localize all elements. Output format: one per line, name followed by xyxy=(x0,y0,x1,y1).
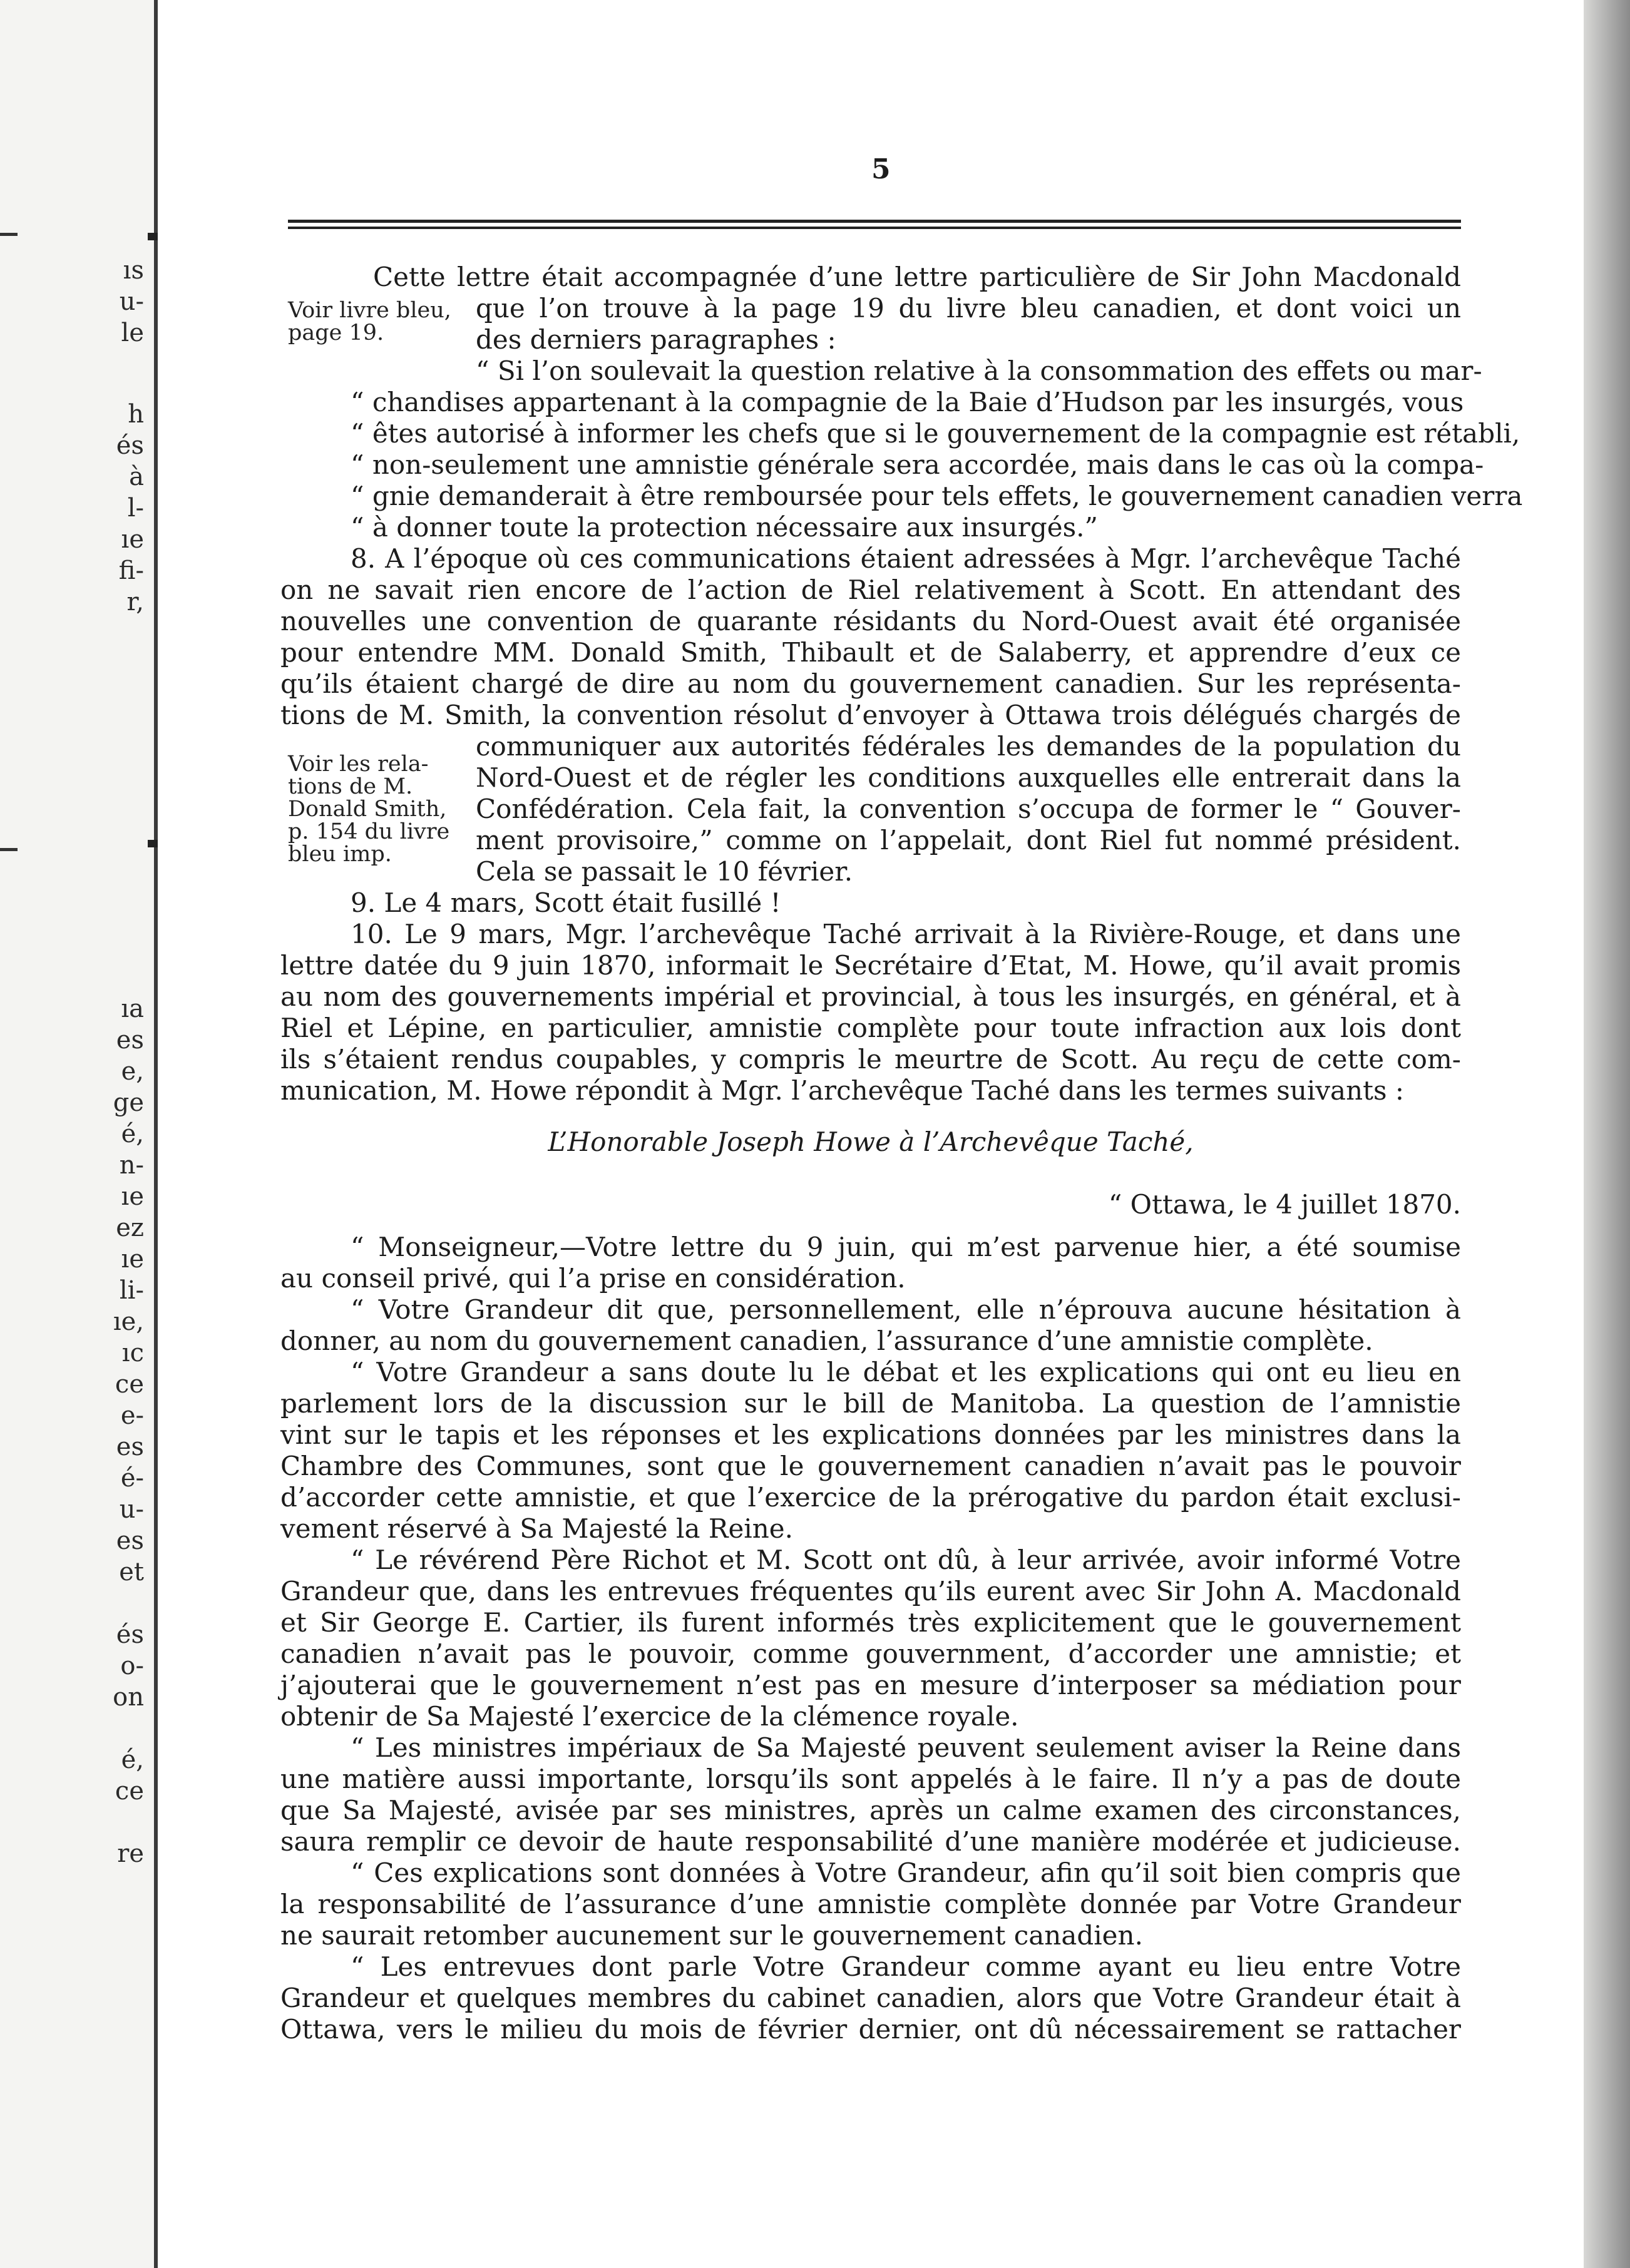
margin-fragment: fi- xyxy=(118,556,144,585)
text-line: Nord-Ouest et de régler les conditions auxquelles elle entrerait dans la xyxy=(476,762,1461,793)
text-line: obtenir de Sa Majesté l’exercice de la clémence royale. xyxy=(280,1701,1019,1732)
margin-fragment: és xyxy=(116,1620,144,1649)
text-line: parlement lors de la discussion sur le bill de Manitoba. La question de l’amnistie xyxy=(280,1388,1461,1419)
margin-fragment: ce xyxy=(115,1777,144,1806)
header-rule xyxy=(288,220,1461,223)
page-right-edge xyxy=(1584,0,1630,2268)
margin-fragment: ıe, xyxy=(113,1307,144,1336)
text-line: lettre datée du 9 juin 1870, informait le Secrétaire d’Etat, M. Howe, qu’il avait promis xyxy=(280,950,1461,981)
text-line: 10. Le 9 mars, Mgr. l’archevêque Taché arrivait à la Rivière-Rouge, et dans une xyxy=(351,919,1461,949)
text-line: Confédération. Cela fait, la convention s’occupa de former le “ Gouver- xyxy=(476,794,1461,824)
text-line: “ chandises appartenant à la compagnie de la Baie d’Hudson par les insurgés, vous xyxy=(351,387,1464,417)
text-line: “ Votre Grandeur dit que, personnellement, elle n’éprouva aucune hésitation à xyxy=(351,1294,1461,1325)
text-line: au nom des gouvernements impérial et provincial, à tous les insurgés, en général, et à xyxy=(280,981,1461,1012)
text-line: “ Les ministres impériaux de Sa Majesté peuvent seulement aviser la Reine dans xyxy=(351,1732,1461,1763)
text-line: canadien n’avait pas le pouvoir, comme gouvernment, d’accorder une amnistie; et xyxy=(280,1638,1461,1669)
margin-fragment: ge xyxy=(113,1088,144,1117)
text-line: Grandeur et quelques membres du cabinet canadien, alors que Votre Grandeur était à xyxy=(280,1983,1461,2013)
margin-fragment: ez xyxy=(116,1213,144,1242)
text-line: “ Votre Grandeur a sans doute lu le débat et les explications qui ont eu lieu en xyxy=(351,1357,1461,1387)
text-line: tions de M. Smith, la convention résolut d’envoyer à Ottawa trois délégués chargés de xyxy=(280,700,1461,730)
margin-fragment: es xyxy=(116,1026,144,1055)
text-line: on ne savait rien encore de l’action de Riel relativement à Scott. En attendant des xyxy=(280,575,1461,605)
margin-note-line: p. 154 du livre xyxy=(288,819,450,844)
text-line: 8. A l’époque où ces communications étaient adressées à Mgr. l’archevêque Taché xyxy=(351,543,1461,574)
margin-note-line: tions de M. xyxy=(288,774,413,799)
text-line: Grandeur que, dans les entrevues fréquentes qu’ils eurent avec Sir John A. Macdonald xyxy=(280,1576,1461,1606)
margin-fragment: ıc xyxy=(121,1339,144,1367)
letter-salutation: “ Monseigneur,—Votre lettre du 9 juin, qui m’est parvenue hier, a été soumise xyxy=(351,1232,1461,1262)
margin-note xyxy=(288,753,476,866)
margin-fragment: h xyxy=(128,400,144,429)
margin-note-line: Voir les rela- xyxy=(288,752,429,777)
text-line: communiquer aux autorités fédérales les demandes de la population du xyxy=(476,731,1461,762)
page-number: 5 xyxy=(871,153,891,185)
letter-heading: L’Honorable Joseph Howe à l’Archevêque Taché, xyxy=(548,1126,1194,1157)
letter-dateline: “ Ottawa, le 4 juillet 1870. xyxy=(1108,1189,1461,1220)
text-line: “ êtes autorisé à informer les chefs que si le gouvernement de la compagnie est rétabli, xyxy=(351,418,1520,449)
margin-fragment: ıe xyxy=(121,525,144,554)
margin-tick xyxy=(0,233,18,236)
margin-fragment: ıa xyxy=(121,994,144,1023)
text-line: Chambre des Communes, sont que le gouvernement canadien n’avait pas le pouvoir xyxy=(280,1451,1461,1481)
margin-note-line: page 19. xyxy=(288,320,384,345)
margin-note-line: Donald Smith, xyxy=(288,797,447,822)
margin-fragment: n- xyxy=(119,1151,144,1180)
text-line: ils s’étaient rendus coupables, y compris le meurtre de Scott. Au reçu de cette com- xyxy=(280,1044,1461,1075)
text-line: “ Ces explications sont données à Votre Grandeur, afin qu’il soit bien compris que xyxy=(351,1857,1461,1888)
margin-fragment: ce xyxy=(115,1370,144,1399)
text-line: Riel et Lépine, en particulier, amnistie complète pour toute infraction aux lois dont xyxy=(280,1013,1461,1043)
text-line: “ à donner toute la protection nécessaire aux insurgés.” xyxy=(351,512,1098,543)
header-rule xyxy=(288,227,1461,229)
text-line: une matière aussi importante, lorsqu’ils sont appelés à le faire. Il n’y a pas de doute xyxy=(280,1764,1461,1794)
margin-fragment: ıe xyxy=(121,1245,144,1274)
margin-fragment: é, xyxy=(121,1120,144,1148)
margin-fragment: r, xyxy=(126,588,144,616)
margin-note xyxy=(288,299,476,344)
text-line: ment provisoire,” comme on l’appelait, dont Riel fut nommé président. xyxy=(476,825,1461,856)
text-line: j’ajouterai que le gouvernement n’est pas en mesure d’interposer sa médiation pour xyxy=(280,1670,1461,1700)
text-line: “ Si l’on soulevait la question relative à la consommation des effets ou mar- xyxy=(476,355,1482,386)
margin-fragment: et xyxy=(119,1558,144,1586)
text-line: donner, au nom du gouvernement canadien, l’assurance d’une amnistie complète. xyxy=(280,1326,1373,1356)
text-line: nouvelles une convention de quarante résidants du Nord-Ouest avait été organisée xyxy=(280,606,1461,636)
text-line: 9. Le 4 mars, Scott était fusillé ! xyxy=(351,887,781,918)
margin-fragment: e, xyxy=(121,1057,144,1086)
text-line: et Sir George E. Cartier, ils furent informés très explicitement que le gouvernement xyxy=(280,1607,1461,1638)
text-line: ne saurait retomber aucunement sur le gouvernement canadien. xyxy=(280,1920,1143,1951)
margin-note-line: Voir livre bleu, xyxy=(288,298,451,323)
margin-fragment: à xyxy=(129,462,144,491)
text-line: la responsabilité de l’assurance d’une amnistie complète donnée par Votre Grandeur xyxy=(280,1889,1461,1919)
text-line: “ non-seulement une amnistie générale sera accordée, mais dans le cas où la compa- xyxy=(351,449,1484,480)
text-line: Cela se passait le 10 février. xyxy=(476,856,853,887)
margin-fragment: es xyxy=(116,1433,144,1461)
margin-fragment: és xyxy=(116,431,144,460)
margin-fragment: é, xyxy=(121,1745,144,1774)
text-line: au conseil privé, qui l’a prise en considération. xyxy=(280,1263,906,1294)
text-line: d’accorder cette amnistie, et que l’exercice de la prérogative du pardon était exclusi- xyxy=(280,1482,1461,1513)
margin-fragment: e- xyxy=(120,1401,144,1430)
margin-tick xyxy=(0,848,18,851)
margin-fragment: es xyxy=(116,1526,144,1555)
margin-fragment: ıs xyxy=(123,256,144,285)
margin-fragment: on xyxy=(113,1683,144,1712)
margin-note-line: bleu imp. xyxy=(288,842,392,867)
margin-fragment: é- xyxy=(120,1464,144,1493)
text-line: vement réservé à Sa Majesté la Reine. xyxy=(280,1513,793,1544)
text-line: munication, M. Howe répondit à Mgr. l’archevêque Taché dans les termes suivants : xyxy=(280,1075,1405,1106)
margin-fragment: u- xyxy=(119,287,144,316)
text-line: des derniers paragraphes : xyxy=(476,324,836,355)
text-line: Cette lettre était accompagnée d’une lettre particulière de Sir John Macdonald xyxy=(373,262,1461,292)
text-line: vint sur le tapis et les réponses et les explications données par les ministres dans la xyxy=(280,1419,1461,1450)
margin-fragment: ıe xyxy=(121,1182,144,1211)
text-line: “ Les entrevues dont parle Votre Grandeur comme ayant eu lieu entre Votre xyxy=(351,1951,1461,1982)
text-line: “ Le révérend Père Richot et M. Scott ont dû, à leur arrivée, avoir informé Votre xyxy=(351,1545,1461,1575)
previous-page-edge xyxy=(0,0,158,2268)
text-line: pour entendre MM. Donald Smith, Thibault et de Salaberry, et apprendre d’eux ce xyxy=(280,637,1461,668)
text-line: Ottawa, vers le milieu du mois de février dernier, ont dû nécessairement se rattacher xyxy=(280,2014,1461,2045)
margin-fragment: le xyxy=(121,319,144,347)
margin-fragment: li- xyxy=(119,1276,144,1305)
margin-fragment: o- xyxy=(120,1652,144,1680)
text-line: que Sa Majesté, avisée par ses ministres, après un calme examen des circonstances, xyxy=(280,1795,1461,1826)
document-page xyxy=(158,0,1584,2268)
text-line: saura remplir ce devoir de haute responsabilité d’une manière modérée et judicieuse. xyxy=(280,1826,1461,1857)
margin-fragment: l- xyxy=(127,494,144,523)
text-line: qu’ils étaient chargé de dire au nom du gouvernement canadien. Sur les représenta- xyxy=(280,668,1461,699)
margin-fragment: re xyxy=(117,1839,144,1868)
text-line: que l’on trouve à la page 19 du livre bleu canadien, et dont voici un xyxy=(476,293,1461,324)
margin-fragment: u- xyxy=(119,1495,144,1524)
text-line: “ gnie demanderait à être remboursée pour tels effets, le gouvernement canadien verra xyxy=(351,481,1523,511)
